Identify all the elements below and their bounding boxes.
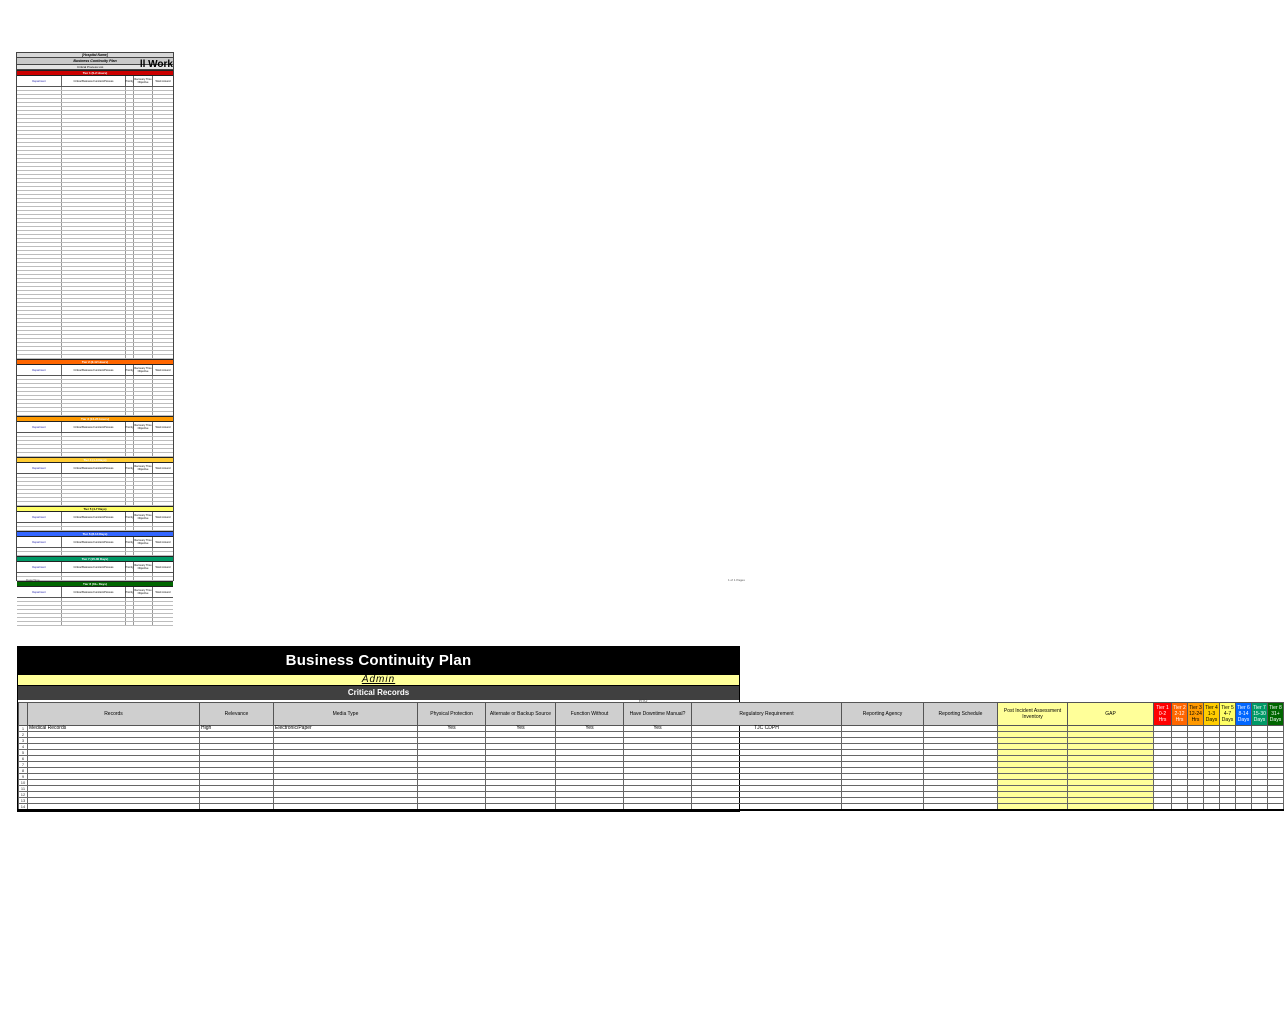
rto-label: RTO: [639, 698, 648, 703]
table-cell[interactable]: [1172, 804, 1188, 811]
thumb-column-label: Work Around: [155, 466, 171, 470]
table-cell[interactable]: [998, 804, 1068, 811]
row-number: 3: [19, 738, 28, 744]
column-header[interactable]: Tier 3 12-24 Hrs: [1188, 703, 1204, 726]
sheet-title: Business Continuity Plan: [18, 647, 739, 675]
table-cell[interactable]: [418, 804, 486, 811]
thumb-column-label: Recovery Time Objective: [134, 564, 152, 570]
thumb-footer-left: Date/Time: [26, 578, 40, 582]
thumb-column-label: Work Around: [155, 515, 171, 519]
table-cell[interactable]: [1204, 804, 1220, 811]
thumb-column-label: Recovery Time Objective: [134, 78, 152, 84]
thumb-column-label: Work Around: [155, 565, 171, 569]
thumb-column-label: Department: [17, 365, 62, 375]
column-header[interactable]: Tier 8 31+ Days: [1268, 703, 1284, 726]
row-number: 8: [19, 768, 28, 774]
table-cell[interactable]: [200, 804, 274, 811]
thumb-column-label: Priority: [126, 512, 134, 522]
thumb-tier-bar: Tier 8 (31+ Days): [17, 581, 173, 587]
table-cell[interactable]: [28, 804, 200, 811]
thumb-column-header: [17, 587, 173, 598]
thumb-column-label: Department: [17, 512, 62, 522]
thumb-title: Business Continuity Plan: [73, 59, 117, 63]
row-number: 13: [19, 798, 28, 804]
thumb-column-label: Department: [17, 463, 62, 473]
table-cell[interactable]: Electronic/Paper: [274, 726, 418, 732]
thumbnail-page: [16, 52, 174, 595]
table-cell[interactable]: [1268, 804, 1284, 811]
thumb-column-label: Recovery Time Objective: [134, 539, 152, 545]
thumb-column-label: Priority: [126, 562, 134, 572]
thumb-column-label: Priority: [126, 463, 134, 473]
column-header[interactable]: Tier 7 15-30 Days: [1252, 703, 1268, 726]
row-number: 7: [19, 762, 28, 768]
thumb-tier-bar: Tier 7 (15-30 Days): [17, 556, 173, 562]
thumb-tier-bar: Tier 2 (2-12 Hours): [17, 359, 173, 365]
column-header[interactable]: Relevance: [200, 703, 274, 726]
bcp-sheet: [17, 646, 1282, 812]
thumb-column-label: Priority: [126, 537, 134, 547]
thumb-tier-bar: Tier 6 (8-14 Days): [17, 531, 173, 537]
column-header[interactable]: Alternate or Backup Source: [486, 703, 556, 726]
thumb-column-label: Critical Business Function/Process: [62, 537, 126, 547]
thumb-column-label: Recovery Time Objective: [134, 367, 152, 373]
thumb-column-header: [17, 365, 173, 376]
thumb-tier-bar: Tier 5 (4-7 Days): [17, 506, 173, 512]
thumb-column-header: [17, 422, 173, 433]
table-cell[interactable]: [1154, 804, 1172, 811]
column-header[interactable]: GAP: [1068, 703, 1154, 726]
thumb-tier-bar: Tier 4 (1-3 Days): [17, 457, 173, 463]
thumb-column-label: Work Around: [155, 79, 171, 83]
table-cell[interactable]: Yes: [486, 726, 556, 732]
thumb-column-header: [17, 76, 173, 87]
thumb-column-label: Work Around: [155, 368, 171, 372]
thumb-hospital-name: [Hospital Name]: [17, 53, 173, 58]
column-header[interactable]: Regulatory Requirement: [692, 703, 842, 726]
department-name[interactable]: Admin: [361, 674, 396, 685]
thumb-column-label: Recovery Time Objective: [134, 589, 152, 595]
thumb-tier-bar: Tier 3 (12-24 Hours): [17, 416, 173, 422]
row-number: 6: [19, 756, 28, 762]
row-number: 2: [19, 732, 28, 738]
thumb-column-header: [17, 463, 173, 474]
table-cell[interactable]: [692, 804, 842, 811]
row-number: 5: [19, 750, 28, 756]
table-cell[interactable]: Yes: [624, 726, 692, 732]
table-cell[interactable]: [842, 804, 924, 811]
thumb-column-label: Critical Business Function/Process: [62, 76, 126, 86]
thumb-column-label: Department: [17, 422, 62, 432]
corner-cell: [19, 703, 28, 726]
column-header[interactable]: Post Incident Assessment Inventory: [998, 703, 1068, 726]
thumb-column-label: Priority: [126, 365, 134, 375]
table-row: [19, 804, 1284, 811]
thumb-column-label: Department: [17, 537, 62, 547]
thumb-column-label: Critical Business Function/Process: [62, 512, 126, 522]
column-header[interactable]: Function Without: [556, 703, 624, 726]
table-cell[interactable]: [1068, 804, 1154, 811]
thumb-column-label: Work Around: [155, 590, 171, 594]
column-header[interactable]: Physical Protection: [418, 703, 486, 726]
thumb-column-label: Work Around: [155, 540, 171, 544]
column-header[interactable]: Records: [28, 703, 200, 726]
row-number: 12: [19, 792, 28, 798]
thumb-column-label: Critical Business Function/Process: [62, 463, 126, 473]
row-number: 9: [19, 774, 28, 780]
thumb-column-label: Department: [17, 587, 62, 597]
thumb-column-label: Priority: [126, 422, 134, 432]
column-header[interactable]: Tier 1 0-2 Hrs: [1154, 703, 1172, 726]
thumb-footer-right: 1 of 1 Pages: [728, 578, 745, 582]
thumb-column-header: [17, 512, 173, 523]
table-cell[interactable]: [274, 804, 418, 811]
column-header[interactable]: Tier 5 4-7 Days: [1220, 703, 1236, 726]
thumb-column-label: Critical Business Function/Process: [62, 422, 126, 432]
table-cell[interactable]: TJC CDPH: [692, 726, 842, 732]
row-number: 10: [19, 780, 28, 786]
thumb-column-label: Recovery Time Objective: [134, 514, 152, 520]
thumb-column-label: Critical Business Function/Process: [62, 365, 126, 375]
table-cell[interactable]: [1220, 804, 1236, 811]
row-number: 1: [19, 726, 28, 732]
row-number: 14: [19, 804, 28, 811]
table-cell[interactable]: [1188, 804, 1204, 811]
thumb-column-label: Department: [17, 562, 62, 572]
table-cell[interactable]: Yes: [556, 726, 624, 732]
table-cell[interactable]: [1252, 804, 1268, 811]
thumb-column-label: Critical Business Function/Process: [62, 587, 126, 597]
thumb-subheader: Critical Process List: [17, 65, 173, 70]
row-number: 11: [19, 786, 28, 792]
department-bar: [18, 675, 739, 686]
thumb-column-label: Department: [17, 76, 62, 86]
table-header-row: [19, 703, 1284, 726]
thumb-column-header: [17, 562, 173, 573]
table-cell[interactable]: [924, 804, 998, 811]
column-header[interactable]: Media Type: [274, 703, 418, 726]
table-cell[interactable]: High: [200, 726, 274, 732]
thumb-body: [17, 70, 173, 635]
critical-records-table: [18, 702, 1284, 811]
table-cell[interactable]: [486, 804, 556, 811]
column-header[interactable]: Reporting Schedule: [924, 703, 998, 726]
column-header[interactable]: Tier 2 2-12 Hrs: [1172, 703, 1188, 726]
table-cell[interactable]: [556, 804, 624, 811]
thumb-column-label: Work Around: [155, 425, 171, 429]
column-header[interactable]: Tier 6 8-14 Days: [1236, 703, 1252, 726]
row-number: 4: [19, 744, 28, 750]
column-header[interactable]: Tier 4 1-3 Days: [1204, 703, 1220, 726]
thumb-column-label: Recovery Time Objective: [134, 465, 152, 471]
section-title: Critical Records: [18, 686, 739, 700]
thumb-tier-bar: Tier 1 (0-2 Hours): [17, 70, 173, 76]
thumb-column-label: Priority: [126, 587, 134, 597]
thumb-column-header: [17, 537, 173, 548]
thumb-work-label: ll Work: [139, 59, 173, 70]
table-cell[interactable]: [624, 804, 692, 811]
thumb-column-label: Recovery Time Objective: [134, 424, 152, 430]
thumb-column-label: Priority: [126, 76, 134, 86]
table-cell[interactable]: Medical Records: [28, 726, 200, 732]
thumb-column-label: Critical Business Function/Process: [62, 562, 126, 572]
column-header[interactable]: Have Downtime Manual?: [624, 703, 692, 726]
table-cell[interactable]: Yes: [418, 726, 486, 732]
column-header[interactable]: Reporting Agency: [842, 703, 924, 726]
table-cell[interactable]: [1236, 804, 1252, 811]
